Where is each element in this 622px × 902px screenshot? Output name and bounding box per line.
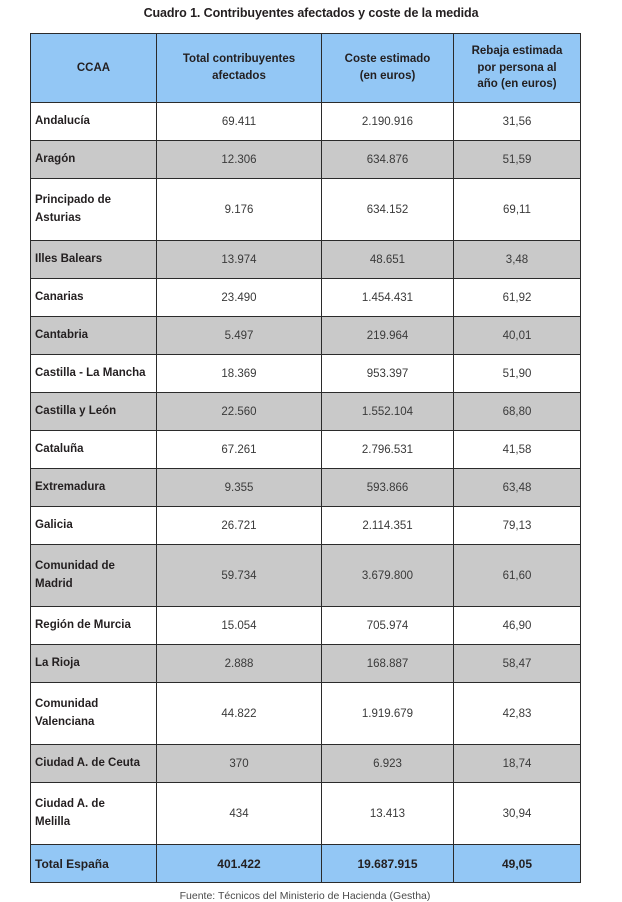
- estimated-cost-cell: 2.796.531: [322, 431, 454, 469]
- region-name-line: Aragón: [35, 152, 76, 165]
- table-header: [31, 34, 581, 103]
- table-row: [31, 393, 581, 431]
- contributors-table: [30, 33, 581, 883]
- region-name-cell: [31, 279, 157, 317]
- region-name-cell: [31, 141, 157, 179]
- region-name-cell: [31, 317, 157, 355]
- region-name-cell: [31, 241, 157, 279]
- region-name-cell: [31, 607, 157, 645]
- column-header-line: Coste estimado: [344, 53, 431, 66]
- total-contributors-cell: 434: [157, 783, 322, 845]
- reduction-per-person-cell: 42,83: [454, 683, 581, 745]
- total-contributors-cell: 9.355: [157, 469, 322, 507]
- total-contributors-cell: 23.490: [157, 279, 322, 317]
- region-name-line: Castilla y León: [35, 404, 117, 417]
- total-contributors-cell: 18.369: [157, 355, 322, 393]
- total-contributors-cell: 9.176: [157, 179, 322, 241]
- table-row: [31, 469, 581, 507]
- reduction-per-person-cell: 68,80: [454, 393, 581, 431]
- column-header-line: Rebaja estimada: [471, 44, 563, 57]
- column-header-1: [157, 34, 322, 103]
- estimated-cost-cell: 1.919.679: [322, 683, 454, 745]
- region-name-cell: [31, 469, 157, 507]
- reduction-per-person-cell: 46,90: [454, 607, 581, 645]
- table-row: [31, 745, 581, 783]
- region-name-line: Principado de: [35, 194, 112, 207]
- column-header-line: CCAA: [76, 61, 111, 74]
- table-row: [31, 141, 581, 179]
- reduction-per-person-total-cell: 49,05: [454, 845, 581, 883]
- reduction-per-person-cell: 69,11: [454, 179, 581, 241]
- reduction-per-person-cell: 58,47: [454, 645, 581, 683]
- region-name-line: Ciudad A. de Ceuta: [35, 756, 140, 769]
- estimated-cost-total-cell: 19.687.915: [322, 845, 454, 883]
- region-name-cell: [31, 683, 157, 745]
- estimated-cost-cell: 6.923: [322, 745, 454, 783]
- table-row: [31, 607, 581, 645]
- total-label-cell: Total España: [31, 845, 157, 883]
- region-name-line: Asturias: [35, 211, 82, 224]
- total-contributors-cell: 44.822: [157, 683, 322, 745]
- estimated-cost-cell: 1.454.431: [322, 279, 454, 317]
- column-header-line: Total contribuyentes: [182, 53, 296, 66]
- column-header-line: por persona al: [477, 61, 557, 74]
- region-name-cell: [31, 431, 157, 469]
- region-name-cell: [31, 545, 157, 607]
- total-contributors-cell: 5.497: [157, 317, 322, 355]
- reduction-per-person-cell: 61,60: [454, 545, 581, 607]
- region-name-line: Illes Balears: [35, 252, 103, 265]
- total-contributors-cell: 59.734: [157, 545, 322, 607]
- estimated-cost-cell: 48.651: [322, 241, 454, 279]
- table-row: [31, 241, 581, 279]
- table-row: [31, 355, 581, 393]
- region-name-cell: [31, 745, 157, 783]
- region-name-line: Región de Murcia: [35, 618, 131, 631]
- estimated-cost-cell: 3.679.800: [322, 545, 454, 607]
- region-name-cell: [31, 179, 157, 241]
- table-body: [31, 103, 581, 883]
- reduction-per-person-cell: 41,58: [454, 431, 581, 469]
- region-name-cell: [31, 645, 157, 683]
- table-row: [31, 645, 581, 683]
- reduction-per-person-cell: 51,90: [454, 355, 581, 393]
- reduction-per-person-cell: 31,56: [454, 103, 581, 141]
- column-header-0: [31, 34, 157, 103]
- region-name-line: Comunidad: [35, 698, 99, 711]
- estimated-cost-cell: 1.552.104: [322, 393, 454, 431]
- total-contributors-cell: 69.411: [157, 103, 322, 141]
- estimated-cost-cell: 953.397: [322, 355, 454, 393]
- region-name-line: Canarias: [35, 290, 84, 303]
- table-total-row: [31, 845, 581, 883]
- reduction-per-person-cell: 18,74: [454, 745, 581, 783]
- region-name-line: Melilla: [35, 815, 71, 828]
- estimated-cost-cell: 219.964: [322, 317, 454, 355]
- region-name-line: Cataluña: [35, 442, 84, 455]
- region-name-line: Andalucía: [35, 114, 90, 127]
- region-name-line: Ciudad A. de: [35, 798, 105, 811]
- region-name-line: Castilla - La Mancha: [35, 366, 146, 379]
- estimated-cost-cell: 2.190.916: [322, 103, 454, 141]
- page-title: Cuadro 1. Contribuyentes afectados y coste de la medida: [143, 6, 479, 20]
- table-row: [31, 683, 581, 745]
- estimated-cost-cell: 634.876: [322, 141, 454, 179]
- reduction-per-person-cell: 30,94: [454, 783, 581, 845]
- region-name-cell: [31, 355, 157, 393]
- column-header-2: [322, 34, 454, 103]
- estimated-cost-cell: 13.413: [322, 783, 454, 845]
- total-contributors-cell: 13.974: [157, 241, 322, 279]
- total-contributors-cell: 12.306: [157, 141, 322, 179]
- region-name-line: Valenciana: [35, 715, 95, 728]
- table-row: [31, 545, 581, 607]
- total-contributors-cell: 15.054: [157, 607, 322, 645]
- column-header-3: [454, 34, 581, 103]
- reduction-per-person-cell: 79,13: [454, 507, 581, 545]
- table-row: [31, 279, 581, 317]
- reduction-per-person-cell: 40,01: [454, 317, 581, 355]
- region-name-line: Comunidad de: [35, 560, 115, 573]
- column-header-line: afectados: [212, 70, 266, 82]
- table-header-row: [31, 34, 581, 103]
- total-contributors-cell: 370: [157, 745, 322, 783]
- estimated-cost-cell: 593.866: [322, 469, 454, 507]
- total-contributors-cell: 22.560: [157, 393, 322, 431]
- table-row: [31, 317, 581, 355]
- estimated-cost-cell: 634.152: [322, 179, 454, 241]
- total-contributors-cell: 67.261: [157, 431, 322, 469]
- table-row: [31, 783, 581, 845]
- total-contributors-cell: 2.888: [157, 645, 322, 683]
- source-note: Fuente: Técnicos del Ministerio de Hacienda (Gestha): [179, 890, 431, 902]
- region-name-cell: [31, 393, 157, 431]
- reduction-per-person-cell: 63,48: [454, 469, 581, 507]
- estimated-cost-cell: 2.114.351: [322, 507, 454, 545]
- column-header-line: (en euros): [359, 70, 416, 82]
- region-name-line: Galicia: [35, 518, 73, 531]
- total-contributors-cell: 26.721: [157, 507, 322, 545]
- table-row: [31, 431, 581, 469]
- table-row: [31, 507, 581, 545]
- region-name-line: La Rioja: [35, 656, 80, 669]
- reduction-per-person-cell: 61,92: [454, 279, 581, 317]
- reduction-per-person-cell: 3,48: [454, 241, 581, 279]
- table-row: [31, 179, 581, 241]
- estimated-cost-cell: 705.974: [322, 607, 454, 645]
- table-container: [30, 33, 580, 883]
- region-name-cell: [31, 103, 157, 141]
- table-row: [31, 103, 581, 141]
- region-name-cell: [31, 507, 157, 545]
- region-name-line: Extremadura: [35, 480, 106, 493]
- estimated-cost-cell: 168.887: [322, 645, 454, 683]
- column-header-line: año (en euros): [477, 78, 557, 91]
- total-contributors-total-cell: 401.422: [157, 845, 322, 883]
- region-name-line: Cantabria: [35, 328, 89, 341]
- reduction-per-person-cell: 51,59: [454, 141, 581, 179]
- region-name-cell: [31, 783, 157, 845]
- region-name-line: Madrid: [35, 577, 73, 590]
